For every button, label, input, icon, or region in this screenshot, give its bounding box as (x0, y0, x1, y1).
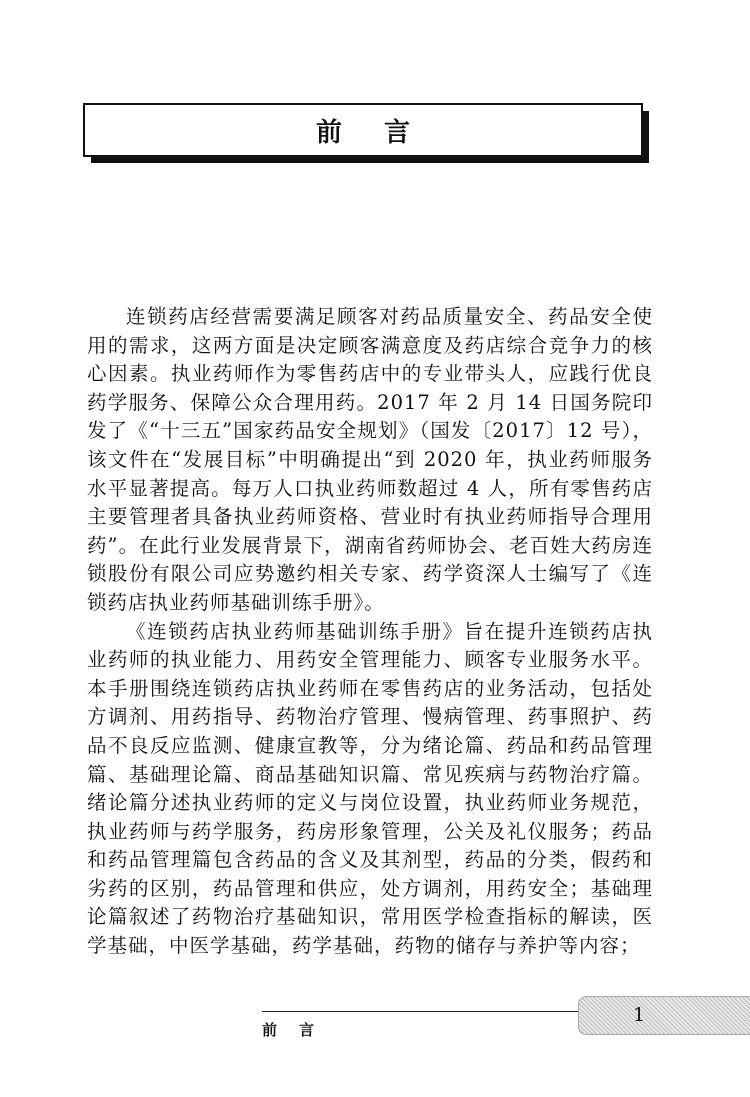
page-number-tab (578, 996, 750, 1035)
chapter-title-frame (83, 103, 649, 163)
body-text (87, 303, 653, 961)
paragraph-2: 《连锁药店执业药师基础训练手册》旨在提升连锁药店执业药师的执业能力、用药安全管理能力、顾客专业服务水平。本手册围绕连锁药店执业药师在零售药店的业务活动，包括处方调剂、用药指导、药物治疗管理、慢病管理、药事照护、药品不良反应监测、健康宣教等，分为绪论篇、药品和药品管理篇、基础理论篇、商品基础知识篇、常见疾病与药物治疗篇。绪论篇分述执业药师的定义与岗位设置，执业药师业务规范，执业药师与药学服务，药房形象管理，公关及礼仪服务；药品和药品管理篇包含药品的含义及其剂型，药品的分类，假药和劣药的区别，药品管理和供应，处方调剂，用药安全；基础理论篇叙述了药物治疗基础知识，常用医学检查指标的解读，医学基础，中医学基础，药学基础，药物的储存与养护等内容； (87, 619, 653, 958)
page-title: 前言 (315, 117, 452, 148)
running-footer-label: 前言 (262, 1021, 337, 1039)
paragraph-1: 连锁药店经营需要满足顾客对药品质量安全、药品安全使用的需求，这两方面是决定顾客满意度及药店综合竞争力的核心因素。执业药师作为零售药店中的专业带头人，应践行优良药学服务、保障公众合理用药。2017 年 2 月 14 日国务院印发了《“十三五”国家药品安全规划》（国发〔2017〕12 号），该文件在“发展目标”中明确提出“到 2020 年，执业药师服务水平显著提高。每万人口执业药师数超过 4 人，所有零售药店主要管理者具备执业药师资格、营业时有执业药师指导合理用药”。在此行业发展背景下，湖南省药师协会、老百姓大药房连锁股份有限公司应势邀约相关专家、药学资深人士编写了《连锁药店执业药师基础训练手册》。 (87, 305, 653, 614)
page-number: 1 (632, 1004, 646, 1026)
title-box (83, 103, 643, 157)
footer-rule (262, 1011, 584, 1012)
